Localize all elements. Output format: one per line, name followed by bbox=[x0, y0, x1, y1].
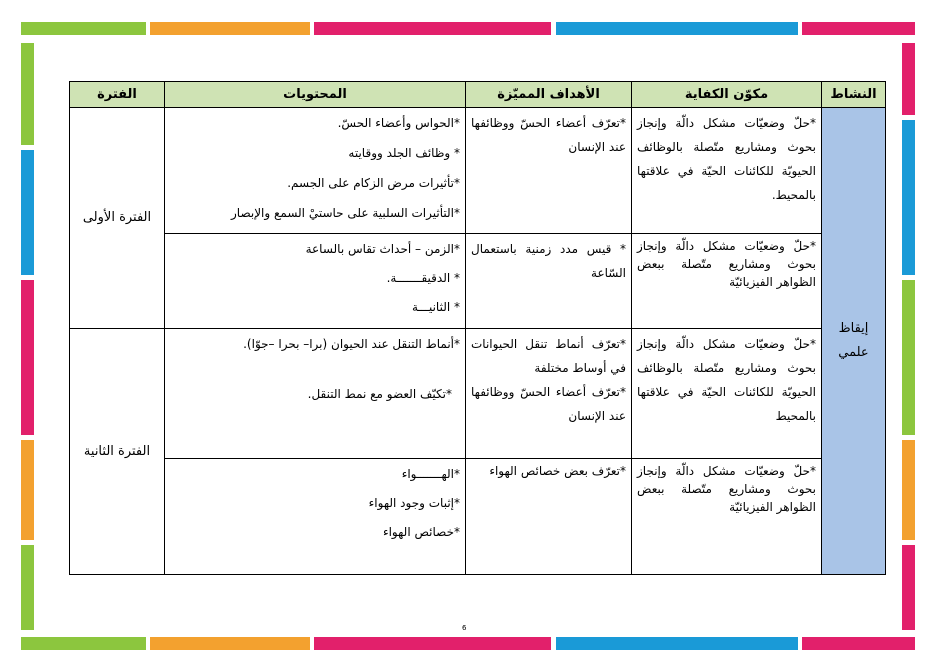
curriculum-table bbox=[69, 81, 886, 575]
objectives-cell: *تعرّف بعض خصائص الهواء bbox=[466, 459, 632, 575]
content-item: *الهـــــــواء bbox=[401, 467, 460, 481]
frame-bottom-green bbox=[21, 637, 146, 650]
content-item: *الحواس وأعضاء الحسّ. bbox=[337, 116, 460, 130]
header-competency: مكوّن الكفاية bbox=[632, 82, 822, 108]
frame-left-magenta bbox=[21, 280, 34, 435]
content-item: *أنماط التنقل عند الحيوان (برا– بحرا –جوّا). bbox=[243, 337, 460, 351]
contents-cell bbox=[165, 329, 466, 459]
competency-cell: *حلّ وضعيّات مشكل دالّة وإنجاز بحوث ومشاريع متّصلة بالوظائف الحيويّة للكائنات الحيّة في علاقتها بالمحيط. bbox=[632, 108, 822, 234]
activity-label: إيقاظ علمي bbox=[838, 321, 869, 360]
competency-cell: *حلّ وضعيّات مشكل دالّة وإنجاز بحوث ومشاريع متّصلة ببعض الظواهر الفيزيائيّة bbox=[632, 459, 822, 575]
frame-right-green bbox=[902, 280, 915, 435]
content-item: *خصائص الهواء bbox=[382, 525, 460, 539]
content-item: * الدقيقـــــــة. bbox=[386, 271, 460, 285]
frame-right-magenta bbox=[902, 43, 915, 115]
frame-top-magenta-2 bbox=[802, 22, 915, 35]
table-row bbox=[70, 329, 886, 459]
objective-item: *تعرّف أنماط تنقل الحيوانات في أوساط مختلفة bbox=[471, 337, 626, 375]
objective-item: *تعرّف أعضاء الحسّ ووظائفها عند الإنسان bbox=[471, 385, 626, 423]
header-contents: المحتويات bbox=[165, 82, 466, 108]
frame-top-green bbox=[21, 22, 146, 35]
content-item: * وظائف الجلد ووقايته bbox=[348, 146, 460, 160]
frame-left-orange bbox=[21, 440, 34, 540]
table-row bbox=[70, 459, 886, 575]
frame-left-blue bbox=[21, 150, 34, 275]
contents-cell bbox=[165, 234, 466, 329]
content-item: * الثانيـــة bbox=[411, 300, 460, 314]
frame-bottom-magenta bbox=[314, 637, 551, 650]
frame-left-green-2 bbox=[21, 545, 34, 630]
objectives-cell: *تعرّف أعضاء الحسّ ووظائفها عند الإنسان bbox=[466, 108, 632, 234]
page-number: 6 bbox=[462, 624, 467, 632]
frame-right-blue bbox=[902, 120, 915, 275]
competency-cell: *حلّ وضعيّات مشكل دالّة وإنجاز بحوث ومشاريع متّصلة ببعض الظواهر الفيزيائيّة bbox=[632, 234, 822, 329]
objectives-cell: * قيس مدد زمنية باستعمال السّاعة bbox=[466, 234, 632, 329]
contents-cell bbox=[165, 108, 466, 234]
frame-bottom-blue bbox=[556, 637, 798, 650]
content-item: *تكيّف العضو مع نمط التنقل. bbox=[307, 387, 452, 401]
competency-cell: *حلّ وضعيّات مشكل دالّة وإنجاز بحوث ومشاريع متّصلة بالوظائف الحيويّة للكائنات الحيّة في علاقتها بالمحيط bbox=[632, 329, 822, 459]
content-item: *التأثيرات السلبية على حاستيْ السمع والإبصار bbox=[231, 206, 460, 220]
activity-cell bbox=[822, 108, 886, 575]
period-first: الفترة الأولى bbox=[70, 108, 165, 329]
table-row bbox=[70, 108, 886, 234]
period-second: الفترة الثانية bbox=[70, 329, 165, 575]
frame-right-magenta-2 bbox=[902, 545, 915, 630]
header-activity: النشاط bbox=[822, 82, 886, 108]
contents-cell bbox=[165, 459, 466, 575]
header-objectives: الأهداف المميّزة bbox=[466, 82, 632, 108]
frame-top-orange bbox=[150, 22, 310, 35]
frame-left-green bbox=[21, 43, 34, 145]
content-item: *تأثيرات مرض الزكام على الجسم. bbox=[287, 176, 460, 190]
frame-bottom-orange bbox=[150, 637, 310, 650]
frame-top-magenta bbox=[314, 22, 551, 35]
content-item: *الزمن – أحداث تقاس بالساعة bbox=[305, 242, 460, 256]
header-period: الفترة bbox=[70, 82, 165, 108]
objectives-cell bbox=[466, 329, 632, 459]
frame-bottom-magenta-2 bbox=[802, 637, 915, 650]
table-row bbox=[70, 234, 886, 329]
content-item: *إثبات وجود الهواء bbox=[368, 496, 460, 510]
header-row bbox=[70, 82, 886, 108]
frame-top-blue bbox=[556, 22, 798, 35]
frame-right-orange bbox=[902, 440, 915, 540]
